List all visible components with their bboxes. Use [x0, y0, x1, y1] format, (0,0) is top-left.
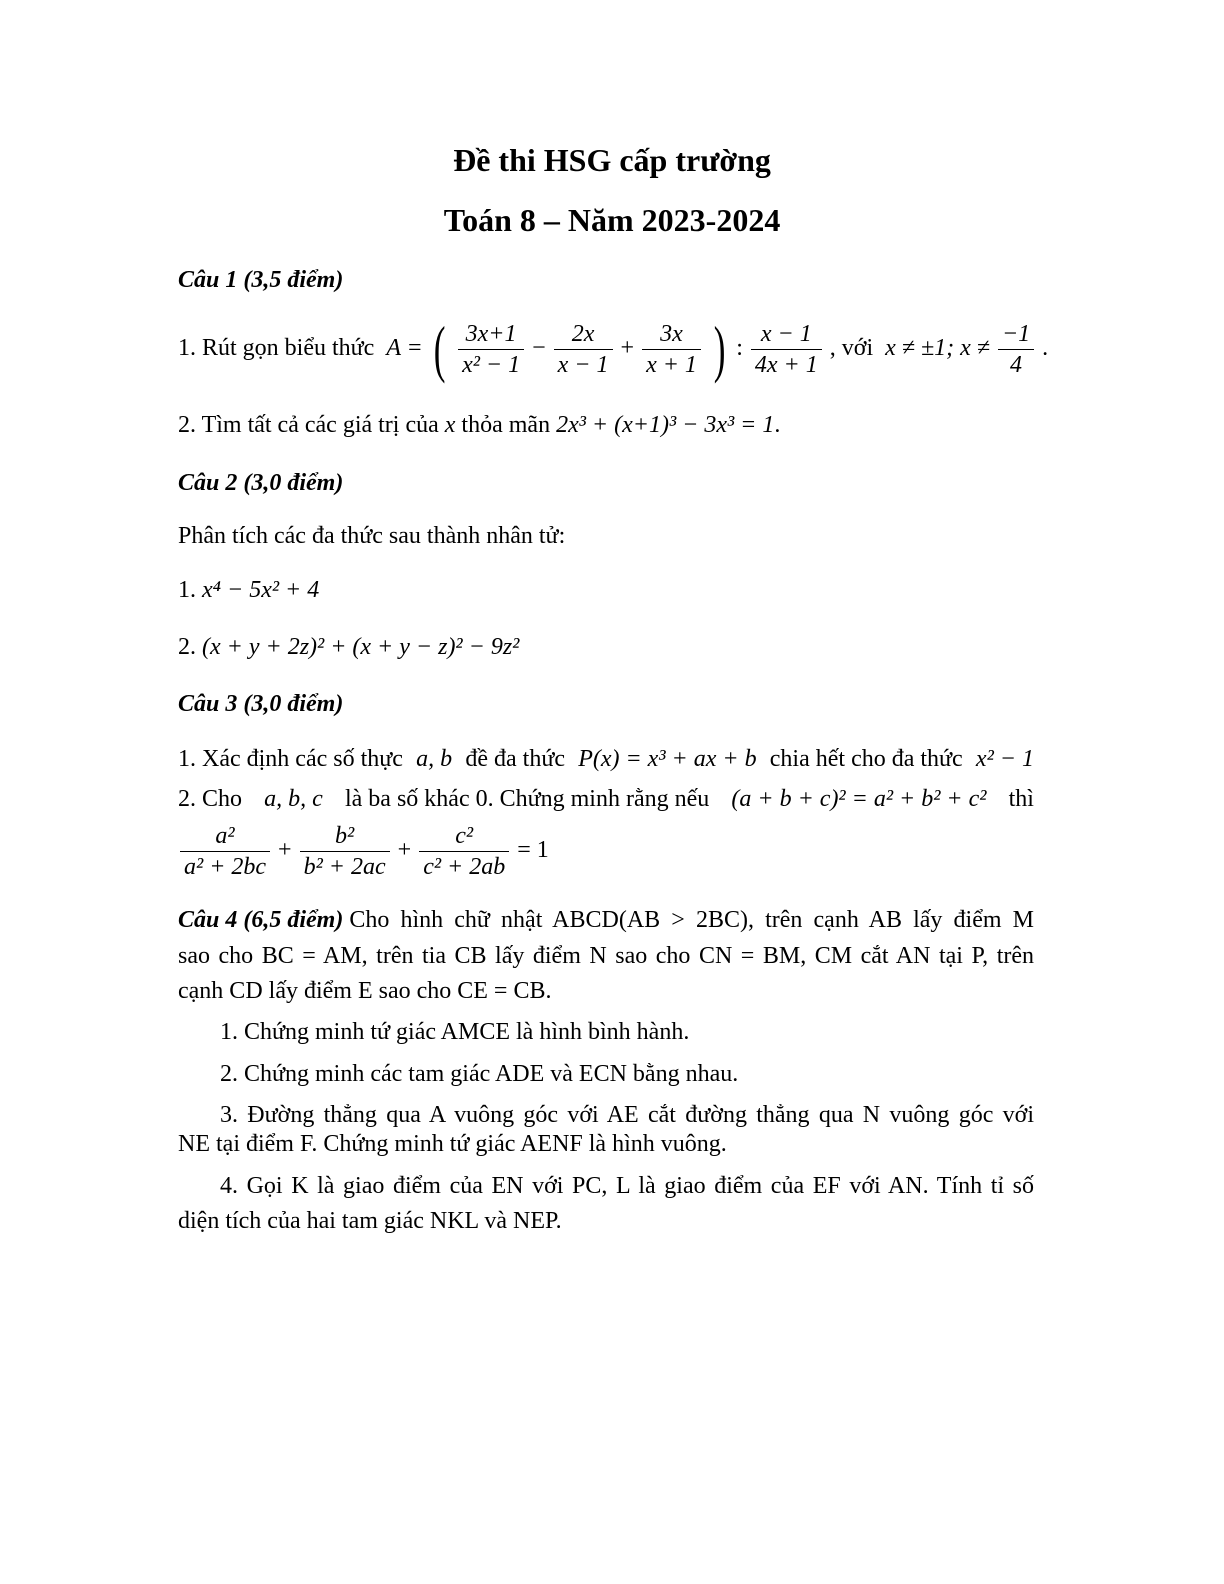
period: .: [774, 412, 781, 438]
q4-sub1: 1. Chứng minh tứ giác AMCE là hình bình hành.: [220, 1019, 690, 1045]
q4-sub2: 2. Chứng minh các tam giác ADE và ECN bằng nhau.: [220, 1061, 739, 1087]
left-paren: (: [433, 313, 446, 385]
q3-condition: (a + b + c)² = a² + b² + c²: [731, 786, 987, 812]
q4-sub4-line1: 4. Gọi K là giao điểm của EN với PC, L là giao điểm của EF với AN. Tính tỉ số: [220, 1173, 1034, 1199]
q1-heading: Câu 1 (3,5 điểm): [178, 267, 344, 293]
q4-sub3-line1: 3. Đường thẳng qua A vuông góc với AE cắt đường thẳng qua N vuông góc với: [220, 1102, 1034, 1128]
q3-part2: [178, 785, 1034, 813]
q3-part2-prefix: 2. Cho: [178, 786, 243, 812]
q3-part1-vars: a, b: [416, 746, 453, 772]
q1-frac-3: $\frac{3x}{x + 1}$: [642, 319, 701, 380]
q3-rhs: = 1: [517, 837, 549, 863]
q1-part2-var: x: [444, 412, 456, 438]
q2-part2: [178, 633, 519, 661]
q4-heading: Câu 4 (6,5 điểm): [178, 907, 344, 933]
plus-sign: +: [278, 837, 292, 863]
divide-sign: :: [736, 335, 743, 361]
q3-part1-mid2: chia hết cho đa thức: [769, 746, 963, 772]
q3-then: thì: [1008, 786, 1034, 812]
q4-line3: cạnh CD lấy điểm E sao cho CE = CB.: [178, 978, 552, 1004]
right-paren: ): [713, 313, 726, 385]
q1-part2-mid: thỏa mãn: [461, 412, 551, 438]
q1-frac-1: $\frac{3x+1}{\text{x² − 1}}$: [458, 319, 524, 380]
minus-sign: −: [532, 335, 546, 361]
q3-identity: [178, 818, 549, 882]
plus-sign: +: [620, 335, 635, 361]
q1-part1-prefix: 1. Rút gọn biểu thức: [178, 335, 375, 361]
q2-part2-expr: (x + y + 2z)² + (x + y − z)² − 9z²: [202, 634, 520, 660]
q3-part1-prefix: 1. Xác định các số thực: [178, 746, 403, 772]
q1-frac-4: $\frac{x - 1}{4x + 1}$: [751, 319, 822, 380]
q3-heading: Câu 3 (3,0 điểm): [178, 691, 344, 717]
exam-subtitle: Toán 8 – Năm 2023-2024: [443, 202, 781, 238]
q1-part1: [178, 313, 1049, 385]
q4-line2: sao cho BC = AM, trên tia CB lấy điểm N sao cho CN = BM, CM cắt AN tại P, trên: [178, 943, 1034, 969]
exam-title: Đề thi HSG cấp trường: [453, 142, 771, 178]
q1-condition: x ≠ ±1; x ≠: [885, 335, 990, 361]
q3-polynomial: P(x) = x³ + ax + b: [578, 746, 757, 772]
q3-part1: [178, 745, 1034, 773]
q1-part2-prefix: 2. Tìm tất cả các giá trị của: [178, 412, 439, 438]
q2-part2-number: 2.: [178, 634, 196, 660]
q4-sub4-line2: diện tích của hai tam giác NKL và NEP.: [178, 1208, 562, 1234]
q2-part1-number: 1.: [178, 577, 196, 603]
plus-sign: +: [397, 837, 412, 863]
q3-frac-2: $\frac{\text{b²}}{\text{b² + 2ac}}$: [300, 821, 390, 882]
q4-line1: [178, 906, 1034, 934]
q1-expr-lhs: A =: [386, 335, 423, 361]
period: .: [1042, 335, 1049, 361]
q3-part2-mid: là ba số khác 0. Chứng minh rằng nếu: [344, 786, 710, 812]
q3-part2-vars: a, b, c: [264, 786, 323, 812]
q3-part1-mid: đề đa thức: [465, 746, 565, 772]
q1-condition-prefix: , với: [829, 335, 874, 361]
q2-part1-expr: x⁴ − 5x² + 4: [202, 577, 320, 603]
q2-heading: Câu 2 (3,0 điểm): [178, 470, 344, 496]
q2-intro: Phân tích các đa thức sau thành nhân tử:: [178, 523, 566, 549]
q2-part1: [178, 576, 319, 604]
q4-line1-text: Cho hình chữ nhật ABCD(AB > 2BC), trên cạnh AB lấy điểm M: [349, 907, 1034, 933]
q3-frac-1: $\frac{\text{a²}}{\text{a² + 2bc}}$: [180, 821, 270, 882]
q1-part2-equation: 2x³ + (x+1)³ − 3x³ = 1: [556, 412, 775, 438]
q3-divisor: x² − 1: [975, 746, 1034, 772]
q1-frac-5: $\frac{-1}{4}$: [998, 319, 1034, 380]
q1-frac-2: $\frac{2x}{x - 1}$: [554, 319, 613, 380]
q1-part2: [178, 411, 780, 439]
q4-sub3-line2: NE tại điểm F. Chứng minh tứ giác AENF là hình vuông.: [178, 1131, 727, 1157]
q3-frac-3: $\frac{\text{c²}}{\text{c² + 2ab}}$: [419, 821, 509, 882]
